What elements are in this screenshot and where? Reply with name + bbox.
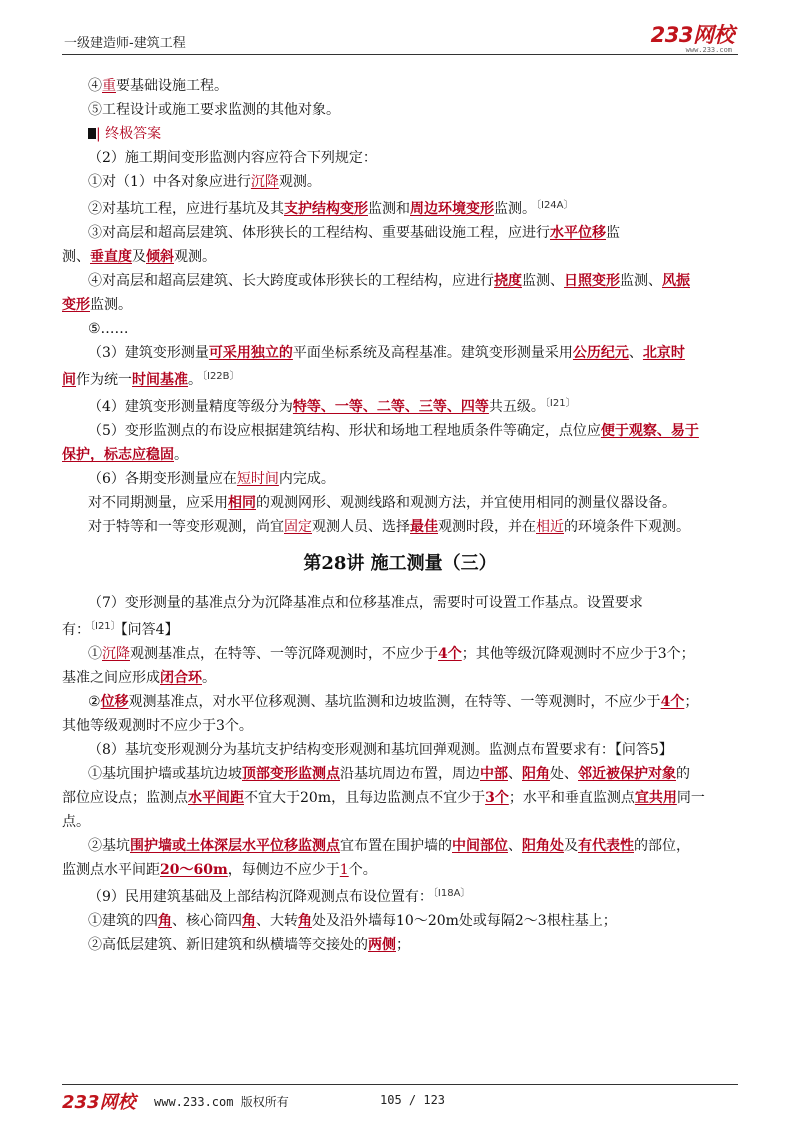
paragraph: ②高低层建筑、新旧建筑和纵横墙等交接处的两侧； — [88, 937, 410, 953]
paragraph-continuation: 有：$^{〔Ⅰ21〕}$【问答4】 — [62, 621, 179, 638]
paragraph: 对于特等和一等变形观测，尚宜固定观测人员、选择最佳观测时段，并在相近的环境条件下观测。 — [88, 519, 690, 535]
paragraph: （9）民用建筑基础及上部结构沉降观测点布设位置有：$^{〔Ⅰ18A〕}$ — [88, 888, 471, 905]
paragraph: ③对高层和超高层建筑、体形狭长的工程结构、重要基础设施工程，应进行水平位移监 — [88, 225, 620, 241]
paragraph: （3）建筑变形测量可采用独立的平面坐标系统及高程基准。建筑变形测量采用公历纪元、北京时 — [88, 345, 685, 361]
paragraph: ②基坑围护墙或土体深层水平位移监测点宜布置在围护墙的中间部位、阳角处及有代表性的部位， — [88, 838, 690, 854]
paragraph-continuation: 保护，标志应稳固。 — [62, 447, 188, 463]
paragraph-continuation: 基准之间应形成闭合环。 — [62, 670, 216, 686]
footer-copyright: www.233.com 版权所有 — [154, 1095, 289, 1109]
exam-tag: 〔Ⅰ21〕 — [544, 398, 576, 409]
paragraph: （7）变形测量的基准点分为沉降基准点和位移基准点，需要时可设置工作基点。设置要求 — [88, 595, 643, 611]
paragraph: 对不同期测量，应采用相同的观测网形、观测线路和观测方法，并宜使用相同的测量仪器设备。 — [88, 495, 676, 511]
paragraph-continuation: 变形监测。 — [62, 297, 132, 313]
paragraph: ①基坑围护墙或基坑边坡顶部变形监测点沿基坑周边布置，周边中部、阳角处、邻近被保护对象的 — [88, 766, 690, 782]
paragraph: ②位移观测基准点，对水平位移观测、基坑监测和边坡监测，在特等、一等观测时，不应少于4个； — [88, 694, 699, 710]
paragraph: ⑤工程设计或施工要求监测的其他对象。 — [88, 102, 340, 118]
paragraph-continuation: 部位应设点；监测点水平间距不宜大于20m，且每边监测点不宜少于3个；水平和垂直监测点宜共用同一 — [62, 790, 705, 806]
footer-logo[interactable]: 233网校 — [62, 1092, 136, 1113]
logo-url: www.233.com — [685, 46, 732, 54]
exam-tag: 〔Ⅰ18A〕 — [432, 888, 471, 899]
brand-logo[interactable] — [651, 24, 734, 54]
page-number: 105 / 123 — [380, 1093, 446, 1107]
paragraph: （2）施工期间变形监测内容应符合下列规定： — [88, 150, 377, 166]
footer-divider — [62, 1084, 738, 1085]
exam-tag: 〔Ⅰ24A〕 — [536, 200, 574, 211]
paragraph: ②对基坑工程，应进行基坑及其支护结构变形监测和周边环境变形监测。$^{〔Ⅰ24A〕}$ — [88, 200, 574, 217]
paragraph: ①沉降观测基准点，在特等、一等沉降观测时，不应少于4个；其他等级沉降观测时不应少于3个； — [88, 646, 695, 662]
paragraph: ①对（1）中各对象应进行沉降观测。 — [88, 174, 321, 190]
document-body — [62, 74, 738, 957]
exam-tag: 〔Ⅰ22B〕 — [202, 371, 240, 382]
paragraph: （6）各期变形测量应在短时间内完成。 — [88, 471, 335, 487]
header-divider — [62, 54, 738, 55]
exam-tag: 〔Ⅰ21〕 — [90, 621, 121, 632]
paragraph-continuation: 其他等级观测时不应少于3个。 — [62, 718, 253, 734]
paragraph: （5）变形监测点的布设应根据建筑结构、形状和场地工程地质条件等确定，点位应便于观察、易于 — [88, 423, 699, 439]
logo-text: 233网校 — [650, 23, 734, 47]
paragraph: ⑤…… — [88, 321, 129, 337]
paragraph: ④对高层和超高层建筑、长大跨度或体形狭长的工程结构，应进行挠度监测、日照变形监测、风振 — [88, 273, 690, 289]
answer-marker: | 终极答案 — [62, 122, 738, 146]
paragraph-continuation: 监测点水平间距20～60m，每侧边不应少于1个。 — [62, 862, 377, 878]
page-footer — [62, 1090, 738, 1112]
paragraph-continuation: 间作为统一时间基准。$^{〔Ⅰ22B〕}$ — [62, 371, 240, 388]
paragraph-continuation: 点。 — [62, 814, 90, 830]
paragraph: （4）建筑变形测量精度等级分为特等、一等、二等、三等、四等共五级。$^{〔Ⅰ21〕}$ — [88, 398, 576, 415]
section-heading: 第28讲 施工测量（三） — [303, 553, 497, 574]
paragraph-continuation: 测、垂直度及倾斜观测。 — [62, 249, 216, 265]
square-icon — [88, 128, 96, 139]
paragraph: （8）基坑变形观测分为基坑支护结构变形观测和基坑回弹观测。监测点布置要求有：【问答5】 — [88, 742, 673, 758]
page-header — [62, 23, 738, 54]
header-title: 一级建造师-建筑工程 — [64, 36, 186, 51]
paragraph: ④重要基础设施工程。 — [88, 78, 228, 94]
paragraph: ①建筑的四角、核心筒四角、大转角处及沿外墙每10～20m处或每隔2～3根柱基上； — [88, 913, 617, 929]
